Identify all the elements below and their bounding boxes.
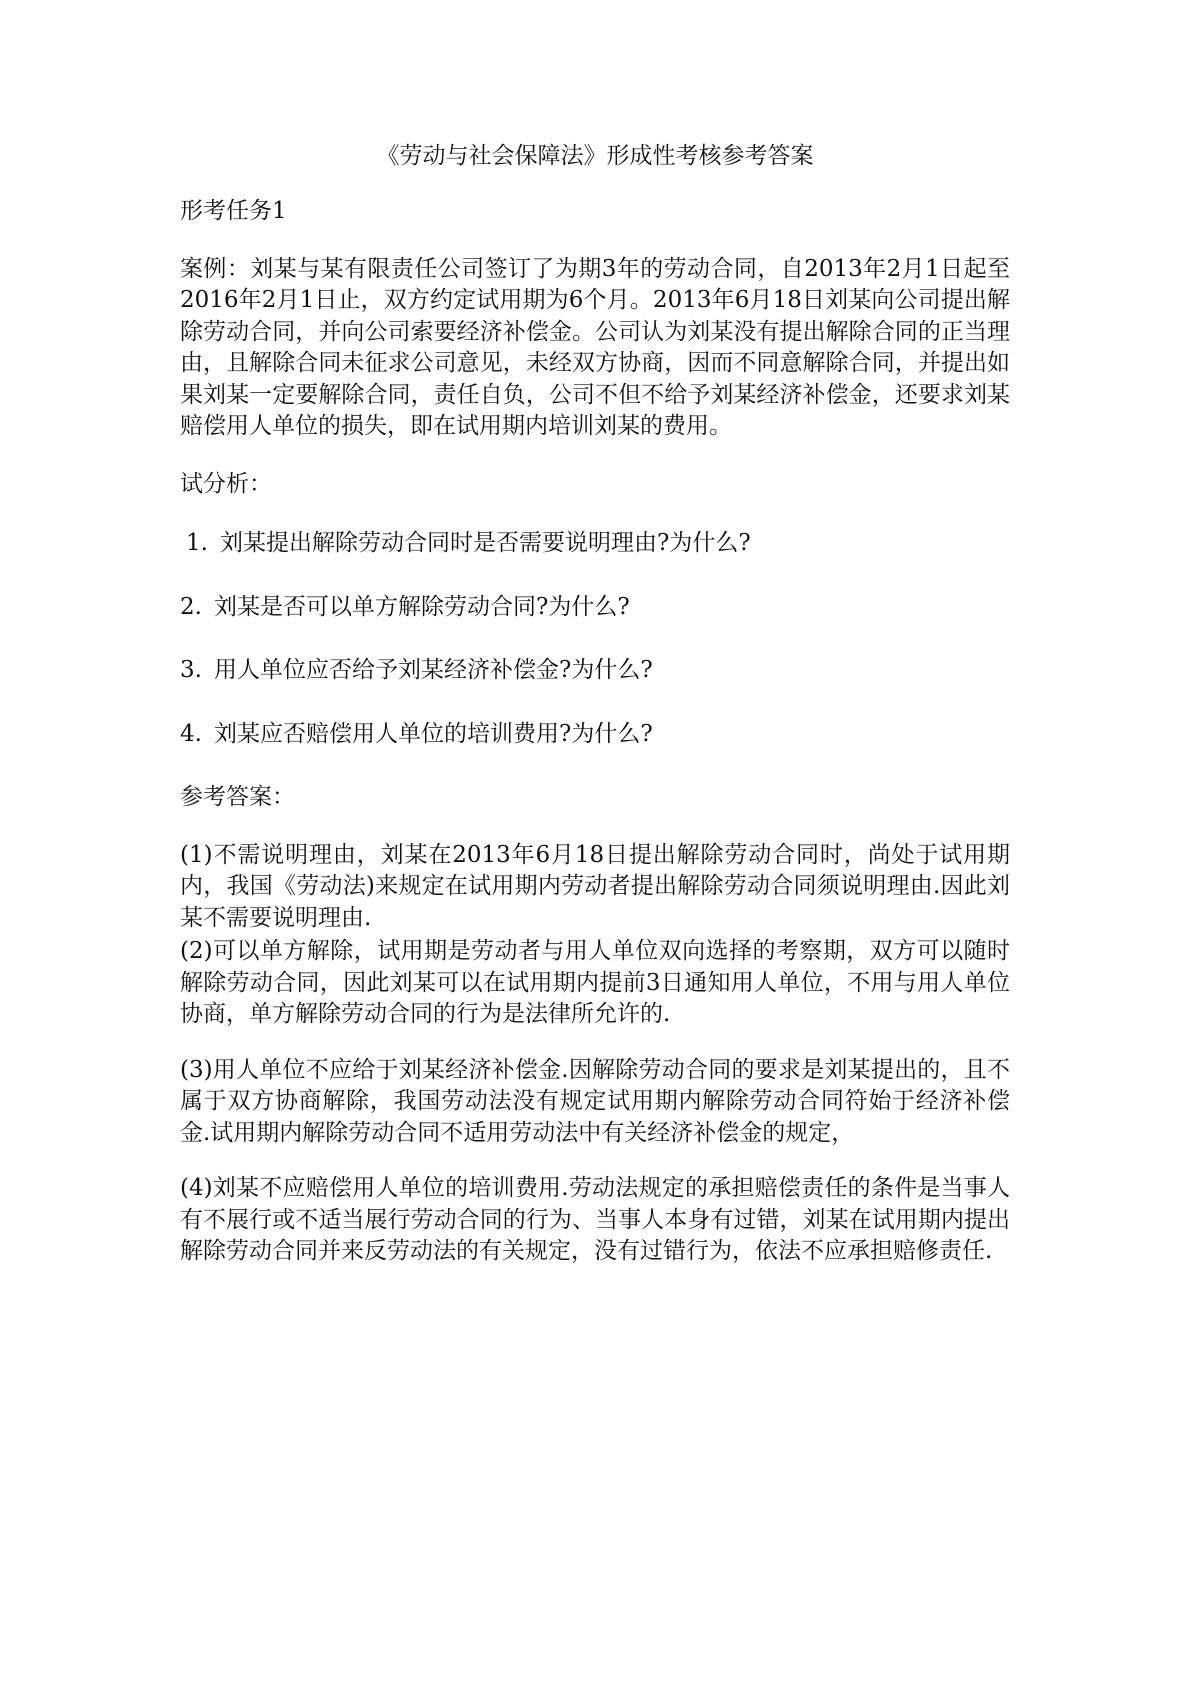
question-list bbox=[180, 528, 1010, 750]
case-text: 案例：刘某与某有限责任公司签订了为期3年的劳动合同，自2013年2月1日起至2016年2月1日止，双方约定试用期为6个月。2013年6月18日刘某向公司提出解除劳动合同，并向公司索要经济补偿金。公司认为刘某没有提出解除合同的正当理由，且解除合同未征求公司意见，未经双方协商，因而不同意解除合同，并提出如果刘某一定要解除合同，责任自负，公司不但不给予刘某经济补偿金，还要求刘某赔偿用人单位的损失，即在试用期内培训刘某的费用。 bbox=[180, 255, 1010, 439]
question-text: 用人单位应否给予刘某经济补偿金?为什么? bbox=[214, 657, 653, 683]
question-1 bbox=[180, 528, 1010, 560]
answer-1: (1)不需说明理由，刘某在2013年6月18日提出解除劳动合同时，尚处于试用期内，我国《劳动法)来规定在试用期内劳动者提出解除劳动合同须说明理由.因此刘某不需要说明理由. bbox=[180, 841, 1010, 931]
question-number: 4. bbox=[180, 720, 202, 747]
question-4 bbox=[180, 719, 1010, 751]
question-text: 刘某提出解除劳动合同时是否需要说明理由?为什么? bbox=[220, 530, 751, 556]
task-heading: 形考任务1 bbox=[180, 198, 287, 224]
question-number: 1. bbox=[186, 530, 208, 556]
question-number: 2. bbox=[180, 593, 202, 620]
question-text: 刘某应否赔偿用人单位的培训费用?为什么? bbox=[214, 720, 653, 747]
analyze-label: 试分析： bbox=[180, 470, 272, 497]
question-text: 刘某是否可以单方解除劳动合同?为什么? bbox=[214, 593, 630, 620]
document-page bbox=[180, 140, 1010, 1270]
answers-label: 参考答案： bbox=[180, 784, 295, 810]
question-2 bbox=[180, 592, 1010, 624]
answer-3: (3)用人单位不应给于刘某经济补偿金.因解除劳动合同的要求是刘某提出的，且不属于双方协商解除，我国劳动法没有规定试用期内解除劳动合同符始于经济补偿金.试用期内解除劳动合同不适用劳动法中有关经济补偿金的规定， bbox=[180, 1056, 1010, 1146]
question-number: 3. bbox=[180, 657, 202, 683]
answer-4: (4)刘某不应赔偿用人单位的培训费用.劳动法规定的承担赔偿责任的条件是当事人有不展行或不适当展行劳动合同的行为、当事人本身有过错，刘某在试用期内提出解除劳动合同并来反劳动法的有关规定，没有过错行为，依法不应承担赔修责任. bbox=[180, 1175, 1010, 1264]
document-title: 《劳动与社会保障法》形成性考核参考答案 bbox=[376, 143, 814, 169]
question-3 bbox=[180, 655, 1010, 687]
answer-2: (2)可以单方解除，试用期是劳动者与用人单位双向选择的考察期，双方可以随时解除劳动合同，因此刘某可以在试用期内提前3日通知用人单位，不用与用人单位协商，单方解除劳动合同的行为是法律所允许的. bbox=[180, 938, 1010, 1027]
